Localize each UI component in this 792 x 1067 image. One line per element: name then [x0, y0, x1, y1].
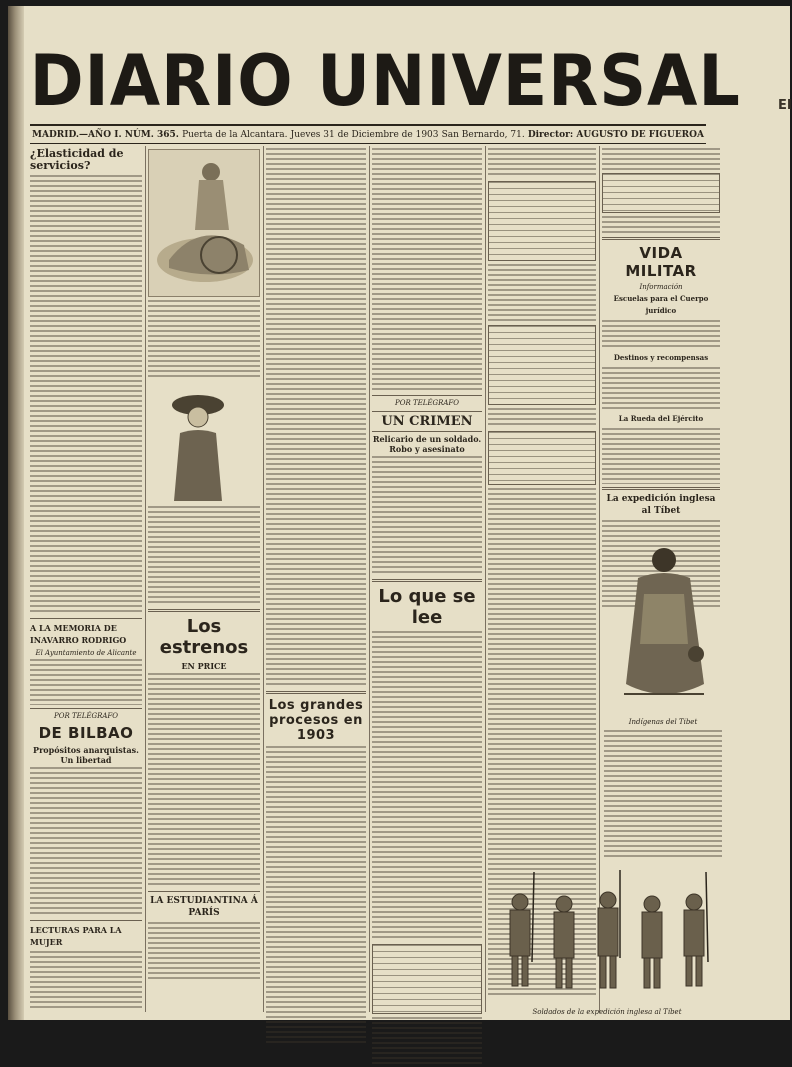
divider — [148, 891, 260, 892]
article-body — [602, 428, 720, 484]
dateline — [30, 124, 706, 144]
divider — [372, 395, 482, 396]
article-headline: VIDA MILITAR — [625, 244, 697, 280]
article-headline: LECTURAS PARA LA MUJER — [30, 925, 122, 947]
article-headline: A LA MEMORIA DE INAVARRO RODRIGO — [30, 623, 127, 645]
divider — [602, 237, 720, 240]
data-table — [488, 431, 596, 485]
divider — [602, 487, 720, 490]
article-body — [148, 300, 260, 380]
masthead-title: DIARIO UNIVERSAL — [29, 40, 741, 122]
article-headline: Lo que se lee — [378, 586, 476, 628]
illustration-caption: Soldados de la expedición inglesa al Tíbet — [532, 1008, 682, 1016]
soldiers-illustration — [492, 862, 722, 1002]
article-body — [602, 367, 720, 411]
divider — [30, 618, 142, 619]
illustration-rider — [148, 149, 260, 297]
article-subhead: Destinos y recompensas — [613, 353, 709, 362]
article-body — [30, 767, 142, 917]
article-subhead: Información — [639, 283, 683, 291]
article-headline: Los estrenos — [159, 616, 249, 658]
article-body — [148, 506, 260, 606]
article-body — [488, 408, 596, 428]
article-subhead: Relicario de un soldado. Robo y asesinato — [372, 434, 482, 454]
data-table — [602, 173, 720, 213]
woman-portrait — [148, 383, 258, 503]
edition-number: MADRID.—AÑO I. NÚM. 365. — [32, 129, 179, 140]
director-line: Director: AUGUSTO DE FIGUEROA — [527, 129, 704, 140]
column-rule — [369, 146, 370, 1012]
article-body — [488, 148, 596, 178]
article-body — [30, 175, 142, 615]
tibetan-woman-illustration — [604, 534, 722, 712]
article-subhead: El Ayuntamiento de Alicante — [35, 649, 137, 657]
data-table — [488, 181, 596, 261]
article-headline: ¿Elasticidad de servicios? — [30, 147, 124, 172]
page-binding — [8, 6, 24, 1020]
article-body — [372, 1017, 482, 1067]
illustration-caption: Indígenas del Tibet — [628, 718, 698, 726]
illustration-woman — [148, 383, 260, 503]
article-headline: Los grandes procesos en 1903 — [268, 698, 364, 743]
article-subhead: EN PRICE — [181, 661, 227, 671]
article-headline: UN CRIMEN — [372, 411, 482, 432]
column-rule — [485, 146, 486, 1012]
article-body — [266, 746, 366, 1046]
column-4 — [372, 146, 482, 1016]
adjacent-page-edge: EI — [778, 98, 792, 113]
divider — [266, 691, 366, 694]
illustration-soldiers — [492, 862, 722, 1018]
article-body — [372, 456, 482, 576]
article-body — [148, 922, 260, 982]
article-body — [266, 148, 366, 688]
article-body — [372, 631, 482, 941]
divider — [148, 609, 260, 612]
article-headline: La expedición inglesa al Tíbet — [606, 494, 716, 516]
article-subhead: La Rueda del Ejército — [618, 414, 704, 423]
article-subhead: Propósitos anarquistas. Un libertad — [33, 745, 139, 765]
address-left: Puerta de la Alcantara. — [182, 129, 288, 140]
article-body — [372, 148, 482, 392]
data-table — [488, 325, 596, 405]
rider-illustration — [149, 150, 259, 298]
article-body — [602, 148, 720, 170]
article-kicker: POR TELÉGRAFO — [54, 712, 118, 720]
divider — [372, 579, 482, 582]
article-body — [148, 673, 260, 888]
article-body — [30, 951, 142, 1011]
data-table — [372, 944, 482, 1014]
article-subhead: Escuelas para el Cuerpo jurídico — [613, 294, 709, 315]
illustration-tibet-woman — [604, 534, 722, 724]
column-1 — [30, 146, 142, 1016]
issue-date: Jueves 31 de Diciembre de 1903 — [290, 129, 439, 140]
divider — [30, 708, 142, 709]
column-2 — [148, 146, 260, 1016]
article-body — [488, 264, 596, 322]
column-rule — [263, 146, 264, 1012]
address-right: San Bernardo, 71. — [441, 129, 525, 140]
article-body — [602, 216, 720, 234]
article-body — [30, 659, 142, 705]
article-body — [604, 730, 722, 860]
article-headline: DE BILBAO — [38, 724, 134, 742]
article-kicker: POR TELÉGRAFO — [395, 399, 459, 407]
column-rule — [145, 146, 146, 1012]
article-headline: LA ESTUDIANTINA Á PARÍS — [150, 896, 258, 918]
divider — [30, 920, 142, 921]
article-body — [602, 320, 720, 350]
column-3 — [266, 146, 366, 1016]
newspaper-page — [8, 6, 790, 1020]
